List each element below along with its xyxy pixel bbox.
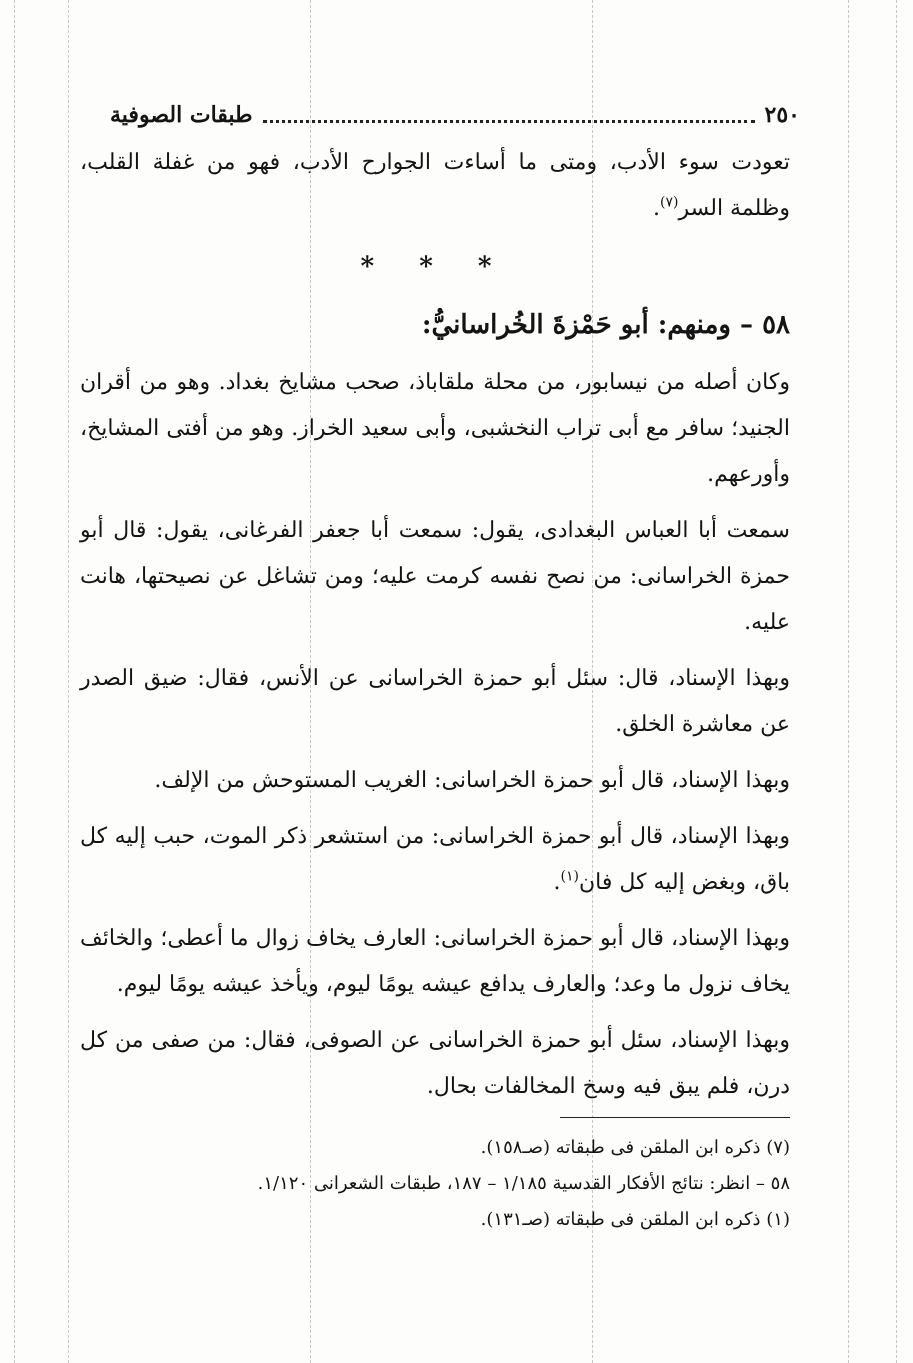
page-number: ٢٥٠ (764, 102, 800, 128)
book-title: طبقات الصوفية (110, 102, 253, 128)
paragraph-text: وبهذا الإسناد، قال أبو حمزة الخراسانى: من استشعر ذكر الموت، حبب إليه كل باق، وبغض إليه كل فان (80, 824, 790, 895)
footnote-separator-rule (560, 1117, 790, 1118)
paragraph-end: . (553, 870, 561, 895)
paragraph-text: وبهذا الإسناد، سئل أبو حمزة الخراسانى عن الصوفى، فقال: من صفى من كل درن، فلم يبق فيه وسخ المخالفات بحال. (80, 1028, 790, 1099)
section-heading: ٥٨ – ومنهم: أبو حَمْزةَ الخُراسانيُّ: (421, 310, 790, 340)
paragraph-text: وكان أصله من نيسابور، من محلة ملقاباذ، صحب مشايخ بغداد. وهو من أقران الجنيد؛ سافر مع أبى تراب النخشبى، وأبى سعيد الخراز. وهو من أفتى المشايخ، وأورعهم. (80, 370, 790, 487)
section-separator: * * * (360, 252, 510, 282)
paragraph-text: سمعت أبا العباس البغدادى، يقول: سمعت أبا جعفر الفرغانى، يقول: قال أبو حمزة الخراسانى: من نصح نفسه كرمت عليه؛ ومن تشاغل عن نصيحتها، هانت عليه. (80, 518, 790, 635)
footnote: (١) ذكره ابن الملقن فى طبقاته (صـ١٣١). (480, 1209, 790, 1230)
paragraph (80, 814, 790, 906)
main-text (80, 140, 790, 1120)
paragraph (80, 140, 790, 232)
paragraph (80, 508, 790, 646)
paragraph-text: تعودت سوء الأدب، ومتى ما أساءت الجوارح الأدب، فهو من غفلة القلب، وظلمة السر (80, 150, 790, 221)
paragraph (80, 1018, 790, 1110)
running-header (110, 95, 800, 135)
paragraph-text: وبهذا الإسناد، قال أبو حمزة الخراسانى: الغريب المستوحش من الإلف. (154, 768, 790, 793)
paragraph (80, 656, 790, 748)
paragraph (80, 360, 790, 498)
paragraph-text: وبهذا الإسناد، قال أبو حمزة الخراسانى: العارف يخاف زوال ما أعطى؛ والخائف يخاف نزول ما وعد؛ والعارف يدافع عيشه يومًا ليوم، ويأخذ عيشه يومًا ليوم. (80, 926, 790, 997)
paragraph-end: . (653, 196, 661, 221)
paragraph-text: وبهذا الإسناد، قال: سئل أبو حمزة الخراسانى عن الأنس، فقال: ضيق الصدر عن معاشرة الخلق. (80, 666, 790, 737)
footnotes (130, 1130, 790, 1238)
paragraph (80, 916, 790, 1008)
footnote: (٧) ذكره ابن الملقن فى طبقاته (صـ١٥٨). (480, 1137, 790, 1158)
footnote-marker: (٧) (660, 194, 679, 211)
paragraph (80, 758, 790, 804)
header-leader-dots (263, 108, 755, 123)
footnote-marker: (١) (560, 868, 579, 885)
footnote: ٥٨ – انظر: نتائج الأفكار القدسية ١/١٨٥ – ١٨٧، طبقات الشعرانى ١/١٢٠. (257, 1173, 790, 1194)
